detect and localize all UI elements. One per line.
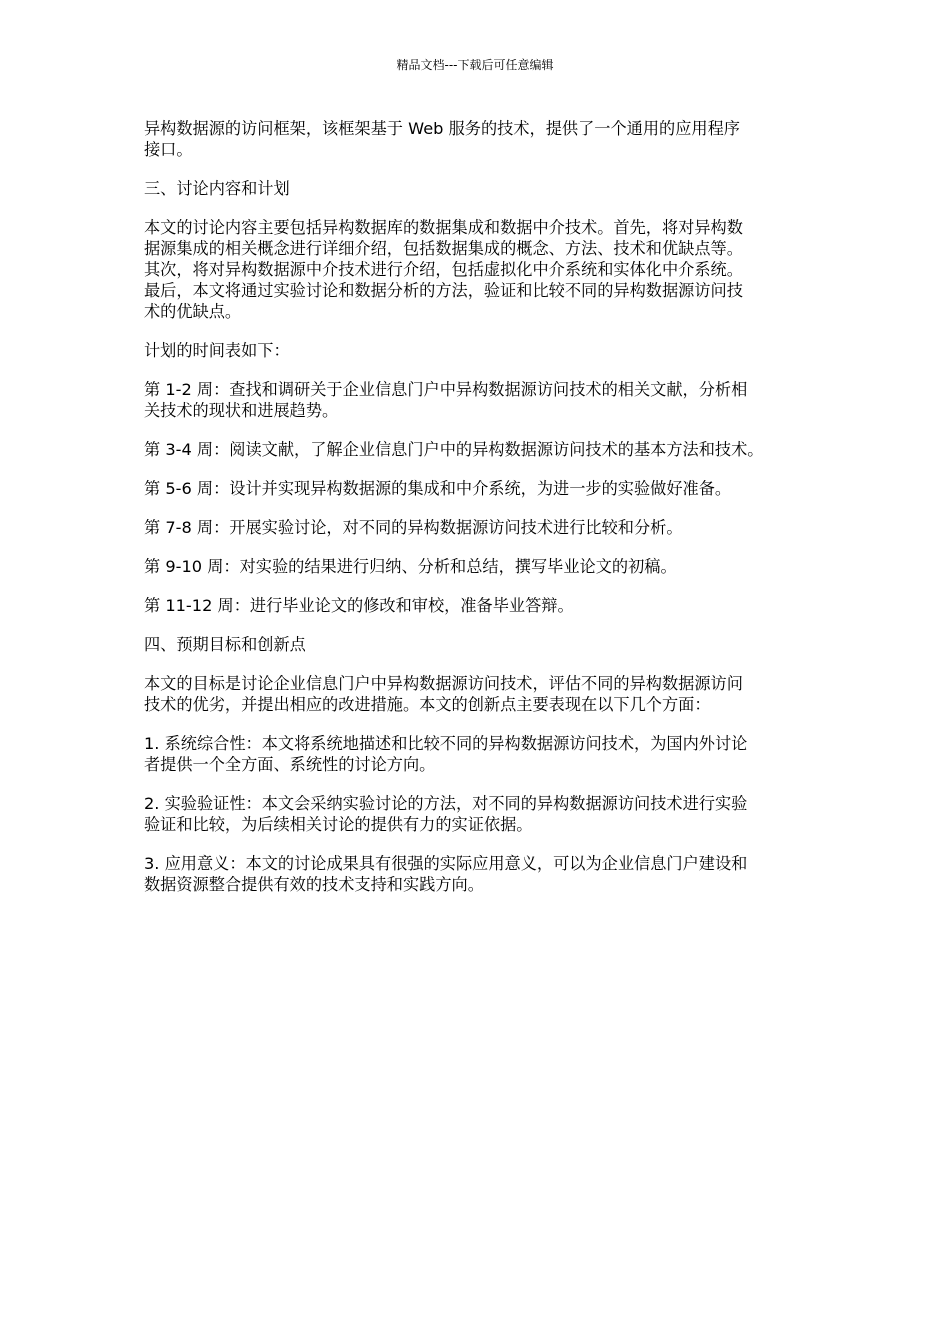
paragraph-schedule-intro (144, 340, 804, 361)
text-line: 本文的目标是讨论企业信息门户中异构数据源访问技术，评估不同的异构数据源访问 (144, 674, 743, 693)
text-line: 接口。 (144, 140, 193, 159)
heading-text: 四、预期目标和创新点 (144, 635, 306, 654)
text-line: 2. 实验验证性：本文会采纳实验讨论的方法，对不同的异构数据源访问技术进行实验 (144, 794, 748, 813)
text-line: 本文的讨论内容主要包括异构数据库的数据集成和数据中介技术。首先，将对异构数 (144, 218, 743, 237)
text-line: 据源集成的相关概念进行详细介绍，包括数据集成的概念、方法、技术和优缺点等。 (144, 239, 743, 258)
page-header: 精品文档---下载后可任意编辑 (396, 58, 554, 72)
text-line: 第 3-4 周：阅读文献，了解企业信息门户中的异构数据源访问技术的基本方法和技术。 (144, 440, 764, 459)
innovation-item-2 (144, 793, 804, 835)
text-line: 术的优缺点。 (144, 302, 242, 321)
text-line: 第 5-6 周：设计并实现异构数据源的集成和中介系统，为进一步的实验做好准备。 (144, 479, 732, 498)
text-line: 技术的优劣，并提出相应的改进措施。本文的创新点主要表现在以下几个方面： (144, 695, 711, 714)
text-line: 者提供一个全方面、系统性的讨论方向。 (144, 755, 436, 774)
document-body (144, 118, 804, 913)
text-line: 数据资源整合提供有效的技术支持和实践方向。 (144, 875, 484, 894)
text-line: 3. 应用意义：本文的讨论成果具有很强的实际应用意义，可以为企业信息门户建设和 (144, 854, 748, 873)
schedule-item-week-11-12 (144, 595, 804, 616)
text-line: 关技术的现状和进展趋势。 (144, 401, 339, 420)
section-heading-4 (144, 634, 804, 655)
schedule-item-week-1-2 (144, 379, 804, 421)
text-line: 第 11-12 周：进行毕业论文的修改和审校，准备毕业答辩。 (144, 596, 574, 615)
text-line: 异构数据源的访问框架，该框架基于 Web 服务的技术，提供了一个通用的应用程序 (144, 119, 740, 138)
paragraph-research-content (144, 217, 804, 322)
innovation-item-1 (144, 733, 804, 775)
text-line: 其次，将对异构数据源中介技术进行介绍，包括虚拟化中介系统和实体化中介系统。 (144, 260, 743, 279)
schedule-item-week-9-10 (144, 556, 804, 577)
text-line: 第 9-10 周：对实验的结果进行归纳、分析和总结，撰写毕业论文的初稿。 (144, 557, 677, 576)
text-line: 1. 系统综合性：本文将系统地描述和比较不同的异构数据源访问技术，为国内外讨论 (144, 734, 748, 753)
schedule-item-week-7-8 (144, 517, 804, 538)
paragraph-intro-continuation (144, 118, 804, 160)
section-heading-3 (144, 178, 804, 199)
schedule-item-week-5-6 (144, 478, 804, 499)
text-line: 第 7-8 周：开展实验讨论，对不同的异构数据源访问技术进行比较和分析。 (144, 518, 683, 537)
innovation-item-3 (144, 853, 804, 895)
schedule-item-week-3-4 (144, 439, 804, 460)
text-line: 最后，本文将通过实验讨论和数据分析的方法，验证和比较不同的异构数据源访问技 (144, 281, 743, 300)
text-line: 验证和比较，为后续相关讨论的提供有力的实证依据。 (144, 815, 533, 834)
heading-text: 三、讨论内容和计划 (144, 179, 290, 198)
text-line: 计划的时间表如下： (144, 341, 290, 360)
paragraph-goals (144, 673, 804, 715)
text-line: 第 1-2 周：查找和调研关于企业信息门户中异构数据源访问技术的相关文献，分析相 (144, 380, 748, 399)
